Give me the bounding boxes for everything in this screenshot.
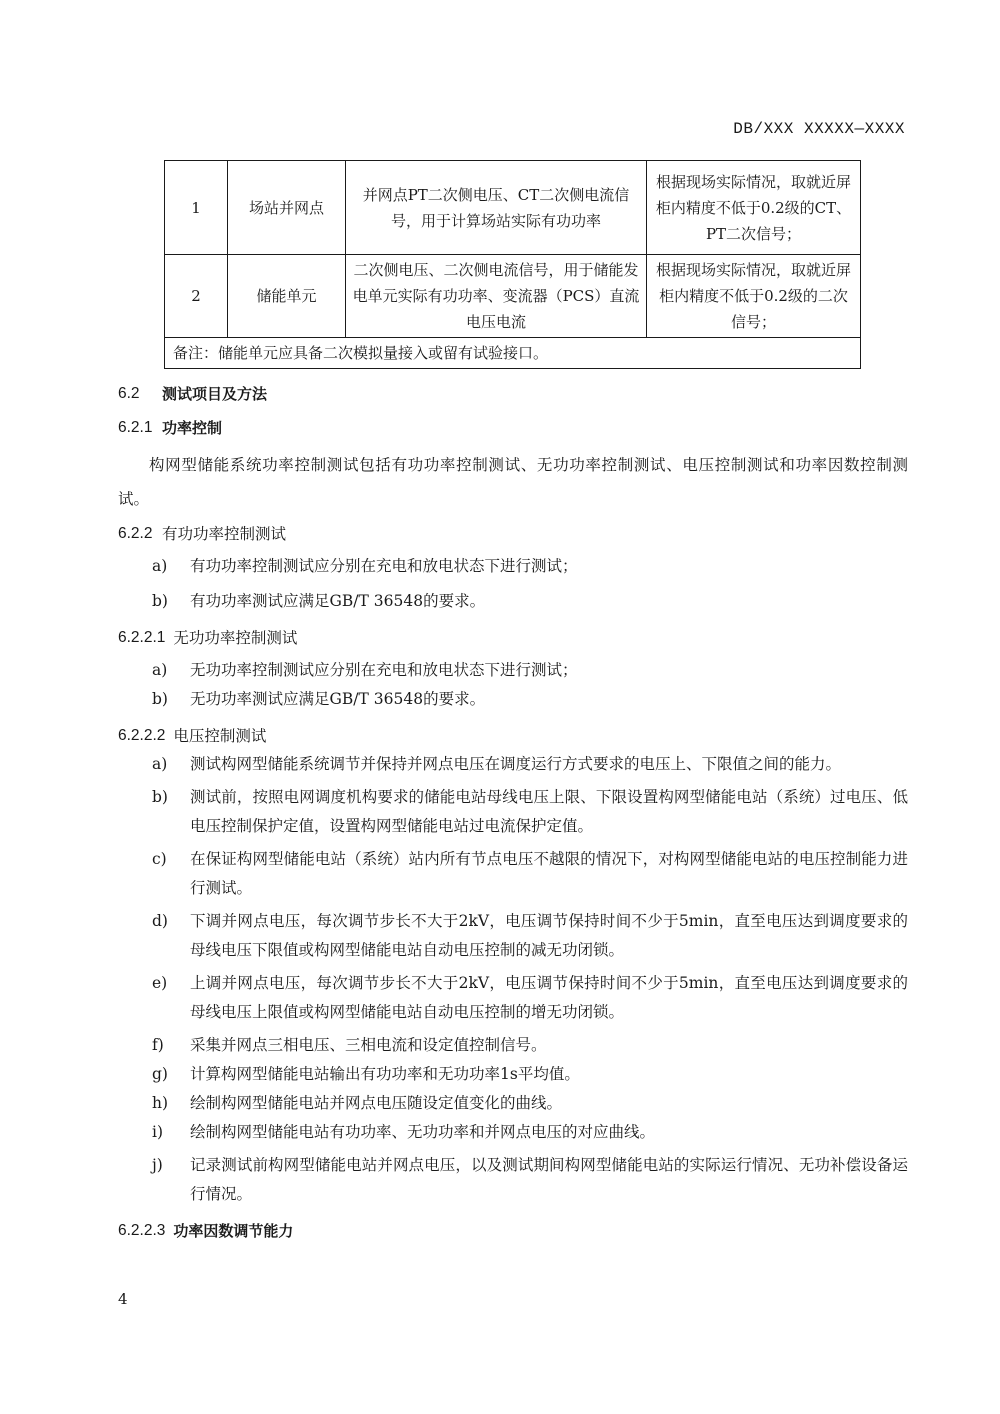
list-item (118, 656, 908, 685)
table-cell-no: 2 (165, 255, 228, 338)
list-text: 绘制构网型储能电站并网点电压随设定值变化的曲线。 (190, 1094, 563, 1112)
list-item (118, 969, 908, 1027)
list-text: 测试构网型储能系统调节并保持并网点电压在调度运行方式要求的电压上、下限值之间的能力。 (190, 755, 842, 773)
section-title: 功率控制 (162, 419, 223, 437)
section-title: 测试项目及方法 (162, 385, 268, 403)
list-item (118, 907, 908, 965)
list-text: 下调并网点电压，每次调节步长不大于2kV，电压调节保持时间不少于5min，直至电压达到调度要求的母线电压下限值或构网型储能电站自动电压控制的减无功闭锁。 (190, 912, 908, 959)
section-title: 无功功率控制测试 (173, 629, 298, 647)
table-cell-no: 1 (165, 161, 228, 255)
list-item (118, 1118, 908, 1147)
list-text: 无功功率控制测试应分别在充电和放电状态下进行测试； (190, 661, 578, 679)
list-text: 无功功率测试应满足GB/T 36548的要求。 (190, 690, 486, 708)
list-marker: b) (152, 788, 168, 806)
list-item (118, 1151, 908, 1209)
list-item (118, 1060, 908, 1089)
list-marker: d) (152, 912, 168, 930)
section-number: 6.2.2.3 (118, 1222, 166, 1239)
main-content (118, 380, 908, 1245)
table-cell-name: 储能单元 (228, 255, 346, 338)
list-text: 测试前，按照电网调度机构要求的储能电站母线电压上限、下限设置构网型储能电站（系统）过电压、低电压控制保护定值，设置构网型储能电站过电流保护定值。 (190, 788, 908, 835)
page-number: 4 (118, 1290, 128, 1308)
list-marker: b) (152, 690, 168, 708)
section-title: 功率因数调节能力 (173, 1222, 294, 1240)
list-marker: i) (152, 1123, 164, 1141)
document-code: DB/XXX XXXXX—XXXX (733, 120, 905, 138)
list-text: 有功功率测试应满足GB/T 36548的要求。 (190, 592, 486, 610)
list-text: 绘制构网型储能电站有功功率、无功功率和并网点电压的对应曲线。 (190, 1123, 656, 1141)
section-number: 6.2.1 (118, 419, 153, 436)
list-marker: a) (152, 755, 168, 773)
table-cell-signal: 并网点PT二次侧电压、CT二次侧电流信号，用于计算场站实际有功功率 (346, 161, 647, 255)
list-marker: f) (152, 1036, 164, 1054)
section-heading-6-2-2-1 (118, 624, 908, 652)
section-number: 6.2.2 (118, 525, 153, 542)
section-title: 电压控制测试 (173, 727, 267, 745)
list-text: 在保证构网型储能电站（系统）站内所有节点电压不越限的情况下，对构网型储能电站的电压控制能力进行测试。 (190, 850, 908, 897)
list-marker: g) (152, 1065, 168, 1083)
list-item (118, 845, 908, 903)
list-marker: h) (152, 1094, 169, 1112)
table-note-row (165, 338, 861, 369)
list-item (118, 1089, 908, 1118)
list-marker: j) (152, 1156, 163, 1174)
table-cell-requirement: 根据现场实际情况，取就近屏柜内精度不低于0.2级的二次信号； (647, 255, 861, 338)
table-note: 备注：储能单元应具备二次模拟量接入或留有试验接口。 (165, 338, 861, 369)
table-cell-signal: 二次侧电压、二次侧电流信号，用于储能发电单元实际有功功率、变流器（PCS）直流电压电流 (346, 255, 647, 338)
list-text: 上调并网点电压，每次调节步长不大于2kV，电压调节保持时间不少于5min，直至电压达到调度要求的母线电压上限值或构网型储能电站自动电压控制的增无功闭锁。 (190, 974, 908, 1021)
list-item (118, 750, 908, 779)
section-number: 6.2 (118, 385, 140, 402)
list-item (118, 587, 908, 616)
list-text: 采集并网点三相电压、三相电流和设定值控制信号。 (190, 1036, 547, 1054)
table-cell-requirement: 根据现场实际情况，取就近屏柜内精度不低于0.2级的CT、PT二次信号； (647, 161, 861, 255)
section-title: 有功功率控制测试 (162, 525, 287, 543)
section-heading-6-2-1 (118, 414, 908, 442)
list-item (118, 783, 908, 841)
table-row (165, 255, 861, 338)
list-marker: a) (152, 661, 168, 679)
list-item (118, 1031, 908, 1060)
list-marker: e) (152, 974, 168, 992)
list-text: 有功功率控制测试应分别在充电和放电状态下进行测试； (190, 557, 578, 575)
table-cell-name: 场站并网点 (228, 161, 346, 255)
section-number: 6.2.2.2 (118, 727, 166, 744)
table-row (165, 161, 861, 255)
signal-table (164, 160, 861, 369)
list-text: 记录测试前构网型储能电站并网点电压，以及测试期间构网型储能电站的实际运行情况、无功补偿设备运行情况。 (190, 1156, 908, 1203)
section-number: 6.2.2.1 (118, 629, 166, 646)
paragraph: 构网型储能系统功率控制测试包括有功功率控制测试、无功功率控制测试、电压控制测试和功率因数控制测试。 (118, 456, 908, 508)
section-heading-6-2 (118, 380, 908, 408)
list-text: 计算构网型储能电站输出有功功率和无功功率1s平均值。 (190, 1065, 580, 1083)
list-marker: b) (152, 592, 168, 610)
section-heading-6-2-2 (118, 520, 908, 548)
section-heading-6-2-2-3 (118, 1217, 908, 1245)
list-marker: c) (152, 850, 167, 868)
list-marker: a) (152, 557, 168, 575)
list-item (118, 685, 908, 714)
list-item (118, 552, 908, 581)
section-heading-6-2-2-2 (118, 722, 908, 750)
